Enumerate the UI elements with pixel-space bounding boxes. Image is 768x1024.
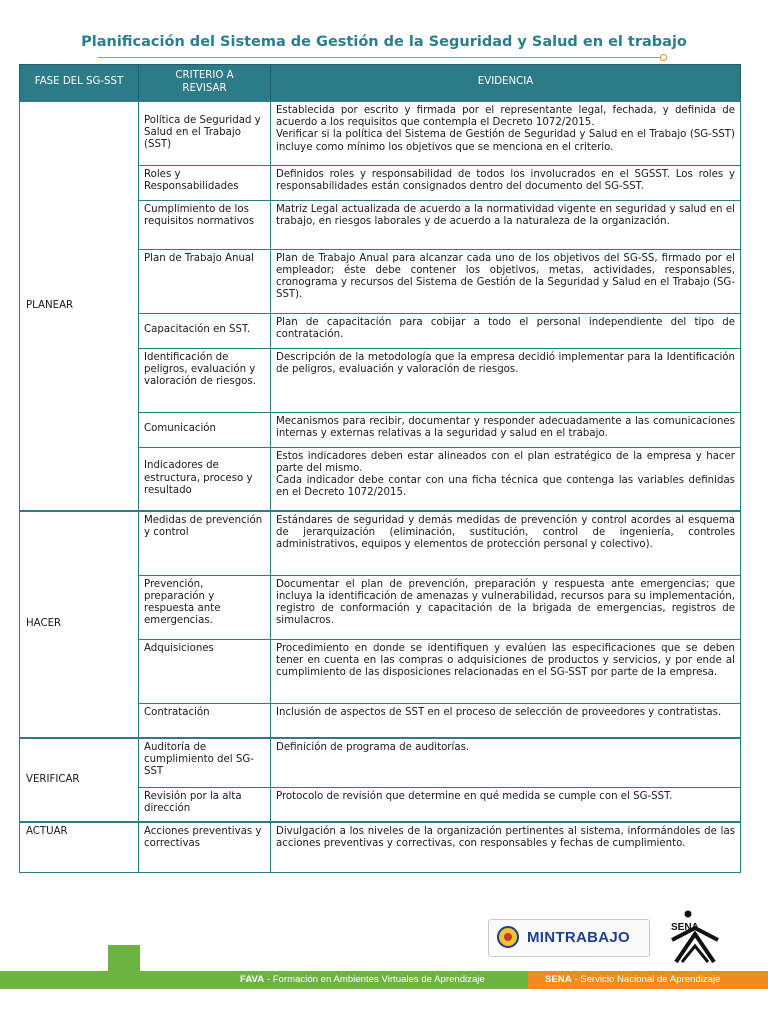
evidencia-cell — [271, 313, 741, 348]
coat-of-arms-icon — [497, 926, 519, 948]
evidencia-text: Descripción de la metodología que la empresa decidió implementar para la Identificación de peligros, evaluación y valoración de riesgos. — [276, 351, 735, 375]
sena-logo-icon — [668, 910, 722, 968]
criterio-cell: Capacitación en SST. — [139, 313, 271, 348]
footer-fava-desc: - Formación en Ambientes Virtuales de Aprendizaje — [264, 974, 485, 985]
table-row — [20, 511, 741, 575]
evidencia-text: Definidos roles y responsabilidad de todos los involucrados en el SGSST. Los roles y responsabilidades están consignados dentro del documento del SG-SST. — [276, 168, 735, 192]
evidencia-text: Definición de programa de auditorías. — [276, 742, 470, 753]
evidencia-cell — [271, 703, 741, 738]
criterio-cell: Revisión por la alta dirección — [139, 787, 271, 822]
evidencia-text: Documentar el plan de prevención, preparación y respuesta ante emergencias; que incluya la identificación de amenazas y vulnerabilidad, recursos para su implementación, registro de conformación y capacitación de la brigada de emergencias, registros de simulacros. — [276, 578, 735, 627]
criterio-cell: Prevención, preparación y respuesta ante emergencias. — [139, 575, 271, 639]
evidencia-cell — [271, 787, 741, 822]
header-evidencia: EVIDENCIA — [271, 65, 741, 102]
evidencia-text: Establecida por escrito y firmada por el representante legal, fechada, y definida de acuerdo a los requisitos que contempla el Decreto 1072/2015. — [276, 105, 735, 129]
criterio-cell: Indicadores de estructura, proceso y resultado — [139, 447, 271, 511]
page-title: Planificación del Sistema de Gestión de la Seguridad y Salud en el trabajo — [81, 34, 687, 50]
evidencia-text: Plan de capacitación para cobijar a todo el personal independiente del tipo de contratación. — [276, 316, 735, 340]
evidencia-cell — [271, 101, 741, 165]
criterio-cell: Auditoría de cumplimiento del SG-SST — [139, 738, 271, 787]
evidencia-cell — [271, 249, 741, 313]
phase-cell: ACTUAR — [20, 822, 139, 872]
evidencia-text: Mecanismos para recibir, documentar y responder adecuadamente a las comunicaciones internas y externas relativas a la seguridad y salud en el trabajo. — [276, 415, 735, 439]
evidencia-cell — [271, 412, 741, 447]
verificar-group — [20, 738, 741, 822]
evidencia-cell — [271, 165, 741, 200]
footer-sena-text — [545, 974, 720, 985]
sena-wordmark: SENA — [671, 922, 699, 933]
phase-cell: VERIFICAR — [20, 738, 139, 822]
footer-sena-bold: SENA — [545, 974, 572, 985]
footer-accent-tab — [108, 945, 140, 971]
evidencia-cell — [271, 511, 741, 575]
evidencia-cell — [271, 822, 741, 872]
criterio-cell: Identificación de peligros, evaluación y valoración de riesgos. — [139, 348, 271, 412]
criterio-cell: Acciones preventivas y correctivas — [139, 822, 271, 872]
criterio-cell: Comunicación — [139, 412, 271, 447]
mintrabajo-logo — [488, 919, 650, 957]
evidencia-cell — [271, 200, 741, 249]
sst-evidence-table — [19, 64, 741, 873]
footer-fava-text — [240, 974, 485, 985]
mintrabajo-wordmark: MINTRABAJO — [527, 929, 630, 946]
footer-sena-desc: - Servicio Nacional de Aprendizaje — [571, 974, 721, 985]
table-row — [20, 822, 741, 872]
evidencia-cell — [271, 738, 741, 787]
title-underline — [98, 57, 664, 58]
table-row — [20, 738, 741, 787]
criterio-cell: Cumplimiento de los requisitos normativos — [139, 200, 271, 249]
evidencia-cell — [271, 447, 741, 511]
evidencia-text: Matriz Legal actualizada de acuerdo a la normatividad vigente en seguridad y salud en el trabajo, en riesgos laborales y de acuerdo a la naturaleza de la organización. — [276, 203, 735, 227]
header-fase: FASE DEL SG-SST — [20, 65, 139, 102]
criterio-cell: Plan de Trabajo Anual — [139, 249, 271, 313]
planear-group — [20, 101, 741, 511]
evidencia-text: Procedimiento en donde se identifiquen y evalúen las especificaciones que se deben tener en cuenta en las compras o adquisiciones de productos y servicios, y por ende al cumplimiento de las disposiciones relacionadas en el SG-SST por parte de la empresa. — [276, 642, 735, 678]
table-header-row — [20, 65, 741, 102]
criterio-cell: Roles y Responsabilidades — [139, 165, 271, 200]
evidencia-text: Estos indicadores deben estar alineados con el plan estratégico de la empresa y hacer parte del mismo. — [276, 450, 735, 474]
phase-cell: HACER — [20, 511, 139, 738]
evidencia-cell — [271, 348, 741, 412]
footer-fava-bold: FAVA — [240, 974, 265, 985]
evidencia-text: Estándares de seguridad y demás medidas de prevención y control acordes al esquema de jerarquización (eliminación, sustitución, control de ingeniería, controles administrativos, equipos y elementos de protección personal y colectivo). — [276, 515, 735, 551]
hacer-group — [20, 511, 741, 738]
evidencia-text: Protocolo de revisión que determine en qué medida se cumple con el SG-SST. — [276, 790, 673, 802]
header-criterio: CRITERIO A REVISAR — [139, 65, 271, 102]
criterio-cell: Adquisiciones — [139, 639, 271, 703]
evidencia-text: Verificar si la política del Sistema de Gestión de Seguridad y Salud en el Trabajo (SG-SST) incluye como mínimo los objetivos que se menciona en el criterio. — [276, 129, 735, 153]
evidencia-text: Plan de Trabajo Anual para alcanzar cada uno de los objetivos del SG-SS, firmado por el empleador; éste debe contener los objetivos, metas, actividades, responsables, cronograma y recursos del Sistema de Gestión de la Seguridad y Salud en el Trabajo (SG-SST). — [276, 252, 735, 301]
actuar-group — [20, 822, 741, 872]
criterio-cell: Política de Seguridad y Salud en el Trabajo (SST) — [139, 101, 271, 165]
title-underline-dot — [660, 54, 667, 61]
evidencia-cell — [271, 575, 741, 639]
evidencia-text: Cada indicador debe contar con una ficha técnica que contenga las variables definidas en el Decreto 1072/2015. — [276, 474, 735, 499]
criterio-cell: Medidas de prevención y control — [139, 511, 271, 575]
phase-cell: PLANEAR — [20, 101, 139, 511]
evidencia-cell — [271, 639, 741, 703]
evidencia-text: Inclusión de aspectos de SST en el proceso de selección de proveedores y contratistas. — [276, 706, 722, 718]
evidencia-text: Divulgación a los niveles de la organización pertinentes al sistema, informándoles de las acciones preventivas y correctivas, con responsables y fechas de cumplimiento. — [276, 826, 735, 850]
criterio-cell: Contratación — [139, 703, 271, 738]
table-row — [20, 101, 741, 165]
